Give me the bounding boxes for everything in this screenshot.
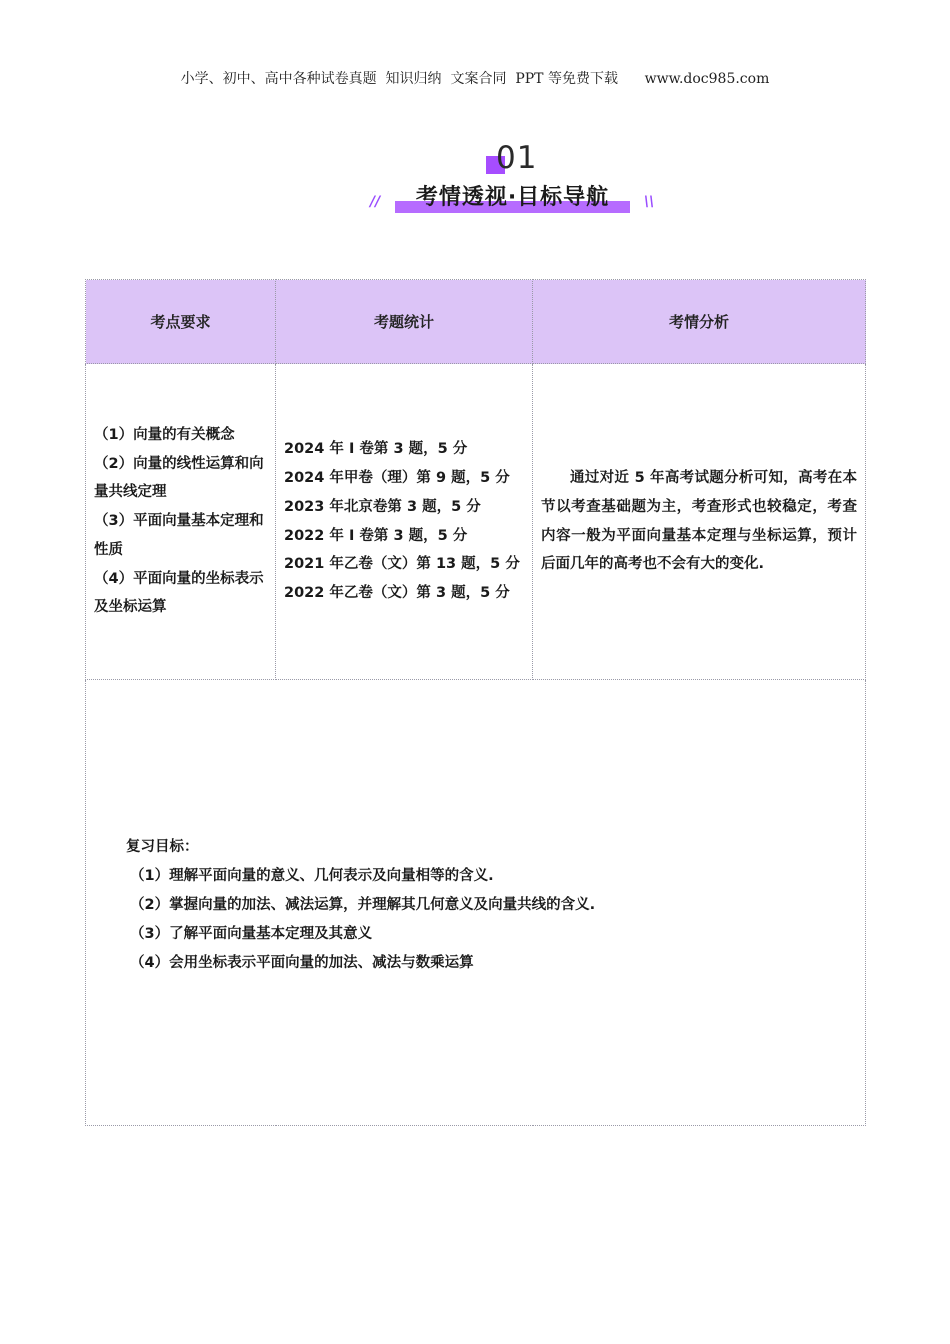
page-header: 小学、初中、高中各种试卷真题 知识归纳 文案合同 PPT 等免费下载 www.doc985.com: [180, 71, 770, 87]
header-analysis: 考情分析: [533, 280, 866, 364]
statistic-item: 2022 年乙卷（文）第 3 题，5 分: [284, 584, 510, 601]
statistic-item: 2022 年 Ⅰ 卷第 3 题，5 分: [284, 527, 468, 544]
requirement-item: （2）向量的线性运算和向量共线定理: [94, 455, 264, 501]
left-decoration: //: [370, 194, 381, 210]
goals-title: 复习目标：: [126, 839, 199, 855]
section-title: 考情透视·目标导航: [415, 185, 610, 210]
requirement-item: （4）平面向量的坐标表示及坐标运算: [94, 570, 264, 616]
requirement-item: （1）向量的有关概念: [94, 427, 235, 444]
goal-item: （1）理解平面向量的意义、几何表示及向量相等的含义.: [130, 868, 494, 884]
statistic-item: 2024 年甲卷（理）第 9 题，5 分: [284, 470, 510, 487]
section-number-wrap: [486, 140, 546, 180]
statistic-item: 2021 年乙卷（文）第 13 题，5 分: [284, 556, 520, 573]
exam-analysis-table: [85, 279, 866, 1126]
requirement-item: （3）平面向量基本定理和性质: [94, 513, 264, 558]
analysis-cell: [533, 364, 866, 680]
header-statistics: 考题统计: [276, 280, 533, 364]
review-goals: [86, 680, 865, 978]
table-goals-row: [86, 680, 866, 1126]
requirements-cell: [86, 364, 276, 680]
statistic-item: 2024 年 Ⅰ 卷第 3 题，5 分: [284, 441, 468, 458]
right-decoration: \\: [644, 194, 655, 210]
header-requirements: 考点要求: [86, 280, 276, 364]
section-heading: [360, 138, 660, 228]
goal-item: （3）了解平面向量基本定理及其意义: [130, 926, 373, 942]
goals-cell: [86, 680, 866, 1126]
table-header-row: [86, 280, 866, 364]
table-body-row: [86, 364, 866, 680]
goal-item: （2）掌握向量的加法、减法运算，并理解其几何意义及向量共线的含义.: [130, 897, 596, 913]
analysis-text: 通过对近 5 年高考试题分析可知，高考在本节以考查基础题为主，考查形式也较稳定，考查内容一般为平面向量基本定理与坐标运算，预计后面几年的高考也不会有大的变化.: [541, 470, 857, 573]
statistics-cell: [276, 364, 533, 680]
statistic-item: 2023 年北京卷第 3 题，5 分: [284, 498, 481, 515]
section-number: 01: [496, 140, 538, 176]
goal-item: （4）会用坐标表示平面向量的加法、减法与数乘运算: [130, 955, 474, 971]
